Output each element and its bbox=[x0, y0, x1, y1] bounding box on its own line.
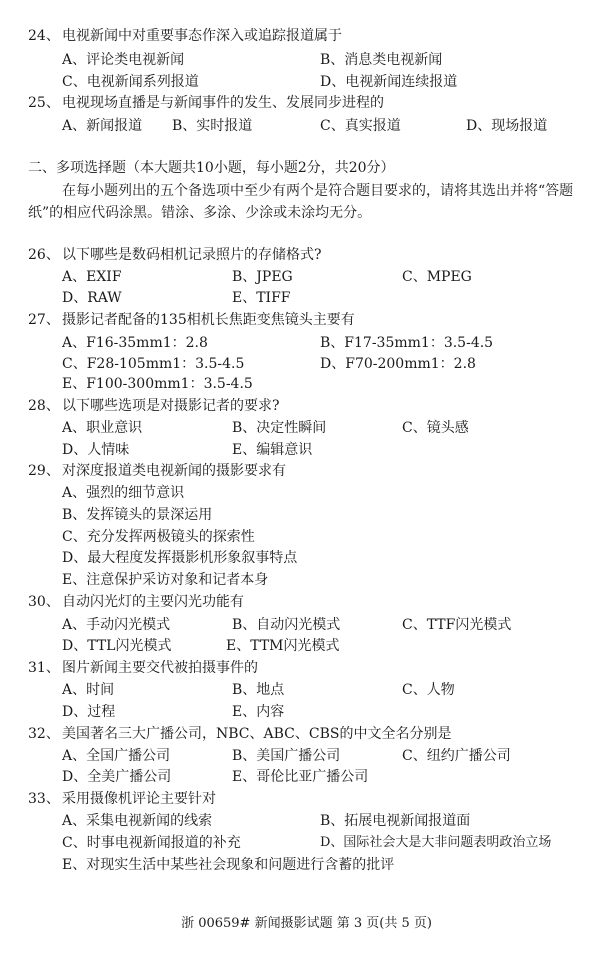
options-row bbox=[0, 116, 613, 136]
options-row bbox=[0, 811, 613, 831]
question-text: 图片新闻主要交代被拍摄事件的 bbox=[62, 660, 258, 676]
option-b: B、消息类电视新闻 bbox=[320, 52, 443, 68]
option-b: B、自动闪光模式 bbox=[232, 617, 341, 633]
question-text: 以下哪些是数码相机记录照片的存储格式? bbox=[62, 247, 322, 263]
option-a: A、新闻报道 bbox=[62, 118, 143, 134]
option-c: C、电视新闻系列报道 bbox=[62, 74, 199, 90]
option-e: E、TTM闪光模式 bbox=[226, 638, 340, 654]
question-number: 30、 bbox=[28, 594, 60, 610]
option-d: D、F70-200mm1：2.8 bbox=[320, 356, 476, 372]
question-27 bbox=[0, 310, 613, 330]
page-footer: 浙 00659# 新闻摄影试题 第 3 页(共 5 页) bbox=[181, 916, 432, 931]
option-e: E、编辑意识 bbox=[232, 442, 313, 458]
option-c: C、镜头感 bbox=[402, 420, 469, 436]
question-33 bbox=[0, 789, 613, 809]
question-24 bbox=[0, 26, 613, 46]
option-b: B、F17-35mm1：3.5-4.5 bbox=[320, 335, 494, 351]
question-text: 摄影记者配备的135相机长焦距变焦镜头主要有 bbox=[62, 312, 355, 328]
option-a: A、职业意识 bbox=[62, 420, 143, 436]
option-d: D、过程 bbox=[62, 704, 116, 720]
question-29 bbox=[0, 461, 613, 481]
option-e: E、注意保护采访对象和记者本身 bbox=[62, 572, 269, 588]
option-e: E、哥伦比亚广播公司 bbox=[232, 769, 369, 785]
options-row bbox=[0, 418, 613, 438]
option-e: E、F100-300mm1：3.5-4.5 bbox=[62, 376, 253, 392]
option-c: C、TTF闪光模式 bbox=[402, 617, 512, 633]
question-25 bbox=[0, 93, 613, 113]
option-e: E、对现实生活中某些社会现象和问题进行含蓄的批评 bbox=[62, 857, 395, 873]
question-26 bbox=[0, 245, 613, 265]
option-c: C、充分发挥两极镜头的探索性 bbox=[62, 529, 255, 545]
option-b: B、美国广播公司 bbox=[232, 748, 341, 764]
options-row bbox=[0, 288, 613, 308]
option-a: A、强烈的细节意识 bbox=[62, 485, 185, 501]
options-row bbox=[0, 354, 613, 374]
option-d: D、全美广播公司 bbox=[62, 769, 172, 785]
question-number: 28、 bbox=[28, 398, 60, 414]
options-row bbox=[0, 746, 613, 766]
option-b: B、实时报道 bbox=[172, 118, 253, 134]
question-number: 26、 bbox=[28, 247, 60, 263]
question-text: 自动闪光灯的主要闪光功能有 bbox=[62, 594, 244, 610]
option-d: D、现场报道 bbox=[466, 118, 548, 134]
option-d: D、国际社会大是大非问题表明政治立场 bbox=[320, 835, 552, 850]
option-a: A、采集电视新闻的线索 bbox=[62, 813, 213, 829]
options-row bbox=[0, 702, 613, 722]
question-text: 电视新闻中对重要事态作深入或追踪报道属于 bbox=[62, 28, 342, 44]
options-row bbox=[0, 833, 613, 853]
options-row bbox=[0, 767, 613, 787]
question-31 bbox=[0, 658, 613, 678]
question-number: 31、 bbox=[28, 660, 60, 676]
options-row bbox=[0, 680, 613, 700]
option-b: B、决定性瞬间 bbox=[232, 420, 327, 436]
question-text: 对深度报道类电视新闻的摄影要求有 bbox=[62, 463, 286, 479]
option-a: A、评论类电视新闻 bbox=[62, 52, 185, 68]
option-c: C、时事电视新闻报道的补充 bbox=[62, 835, 241, 851]
option-b: B、拓展电视新闻报道面 bbox=[320, 813, 471, 829]
question-number: 24、 bbox=[28, 28, 60, 44]
options-row bbox=[0, 636, 613, 656]
instructions-line-2: 纸”的相应代码涂黑。错涂、多涂、少涂或未涂均无分。 bbox=[28, 205, 372, 221]
option-c: C、人物 bbox=[402, 682, 455, 698]
question-text: 美国著名三大广播公司，NBC、ABC、CBS的中文全名分别是 bbox=[62, 726, 452, 742]
options-row bbox=[0, 333, 613, 353]
options-row bbox=[0, 440, 613, 460]
option-a: A、手动闪光模式 bbox=[62, 617, 171, 633]
option-b: B、发挥镜头的景深运用 bbox=[62, 507, 213, 523]
question-number: 32、 bbox=[28, 726, 60, 742]
question-number: 25、 bbox=[28, 95, 60, 111]
options-row bbox=[0, 527, 613, 547]
options-row bbox=[0, 615, 613, 635]
question-number: 27、 bbox=[28, 312, 60, 328]
options-row bbox=[0, 72, 613, 92]
option-d: D、人情味 bbox=[62, 442, 130, 458]
option-c: C、真实报道 bbox=[320, 118, 401, 134]
question-text: 采用摄像机评论主要针对 bbox=[62, 791, 216, 807]
option-a: A、全国广播公司 bbox=[62, 748, 171, 764]
options-row bbox=[0, 855, 613, 875]
question-30 bbox=[0, 592, 613, 612]
option-d: D、TTL闪光模式 bbox=[62, 638, 172, 654]
options-row bbox=[0, 548, 613, 568]
option-d: D、最大程度发挥摄影机形象叙事特点 bbox=[62, 550, 298, 566]
option-e: E、内容 bbox=[232, 704, 285, 720]
options-row bbox=[0, 505, 613, 525]
option-e: E、TIFF bbox=[232, 290, 291, 306]
option-c: C、MPEG bbox=[402, 269, 472, 285]
option-a: A、F16-35mm1：2.8 bbox=[62, 335, 208, 351]
option-d: D、RAW bbox=[62, 290, 122, 306]
options-row bbox=[0, 570, 613, 590]
section-2-title: 二、多项选择题（本大题共10小题，每小题2分，共20分） bbox=[28, 160, 395, 176]
section-title bbox=[0, 158, 613, 178]
instructions-line-1: 在每小题列出的五个备选项中至少有两个是符合题目要求的，请将其选出并将“答题 bbox=[62, 183, 574, 199]
options-row bbox=[0, 374, 613, 394]
section-instructions bbox=[0, 181, 613, 201]
options-row bbox=[0, 267, 613, 287]
question-28 bbox=[0, 396, 613, 416]
option-b: B、地点 bbox=[232, 682, 285, 698]
options-row bbox=[0, 483, 613, 503]
option-b: B、JPEG bbox=[232, 269, 293, 285]
question-32 bbox=[0, 724, 613, 744]
option-c: C、纽约广播公司 bbox=[402, 748, 511, 764]
question-number: 33、 bbox=[28, 791, 60, 807]
section-instructions bbox=[0, 203, 613, 223]
option-d: D、电视新闻连续报道 bbox=[320, 74, 458, 90]
option-a: A、时间 bbox=[62, 682, 115, 698]
option-c: C、F28-105mm1：3.5-4.5 bbox=[62, 356, 245, 372]
question-text: 电视现场直播是与新闻事件的发生、发展同步进程的 bbox=[62, 95, 384, 111]
question-text: 以下哪些选项是对摄影记者的要求? bbox=[62, 398, 280, 414]
question-number: 29、 bbox=[28, 463, 60, 479]
options-row bbox=[0, 50, 613, 70]
option-a: A、EXIF bbox=[62, 269, 122, 285]
